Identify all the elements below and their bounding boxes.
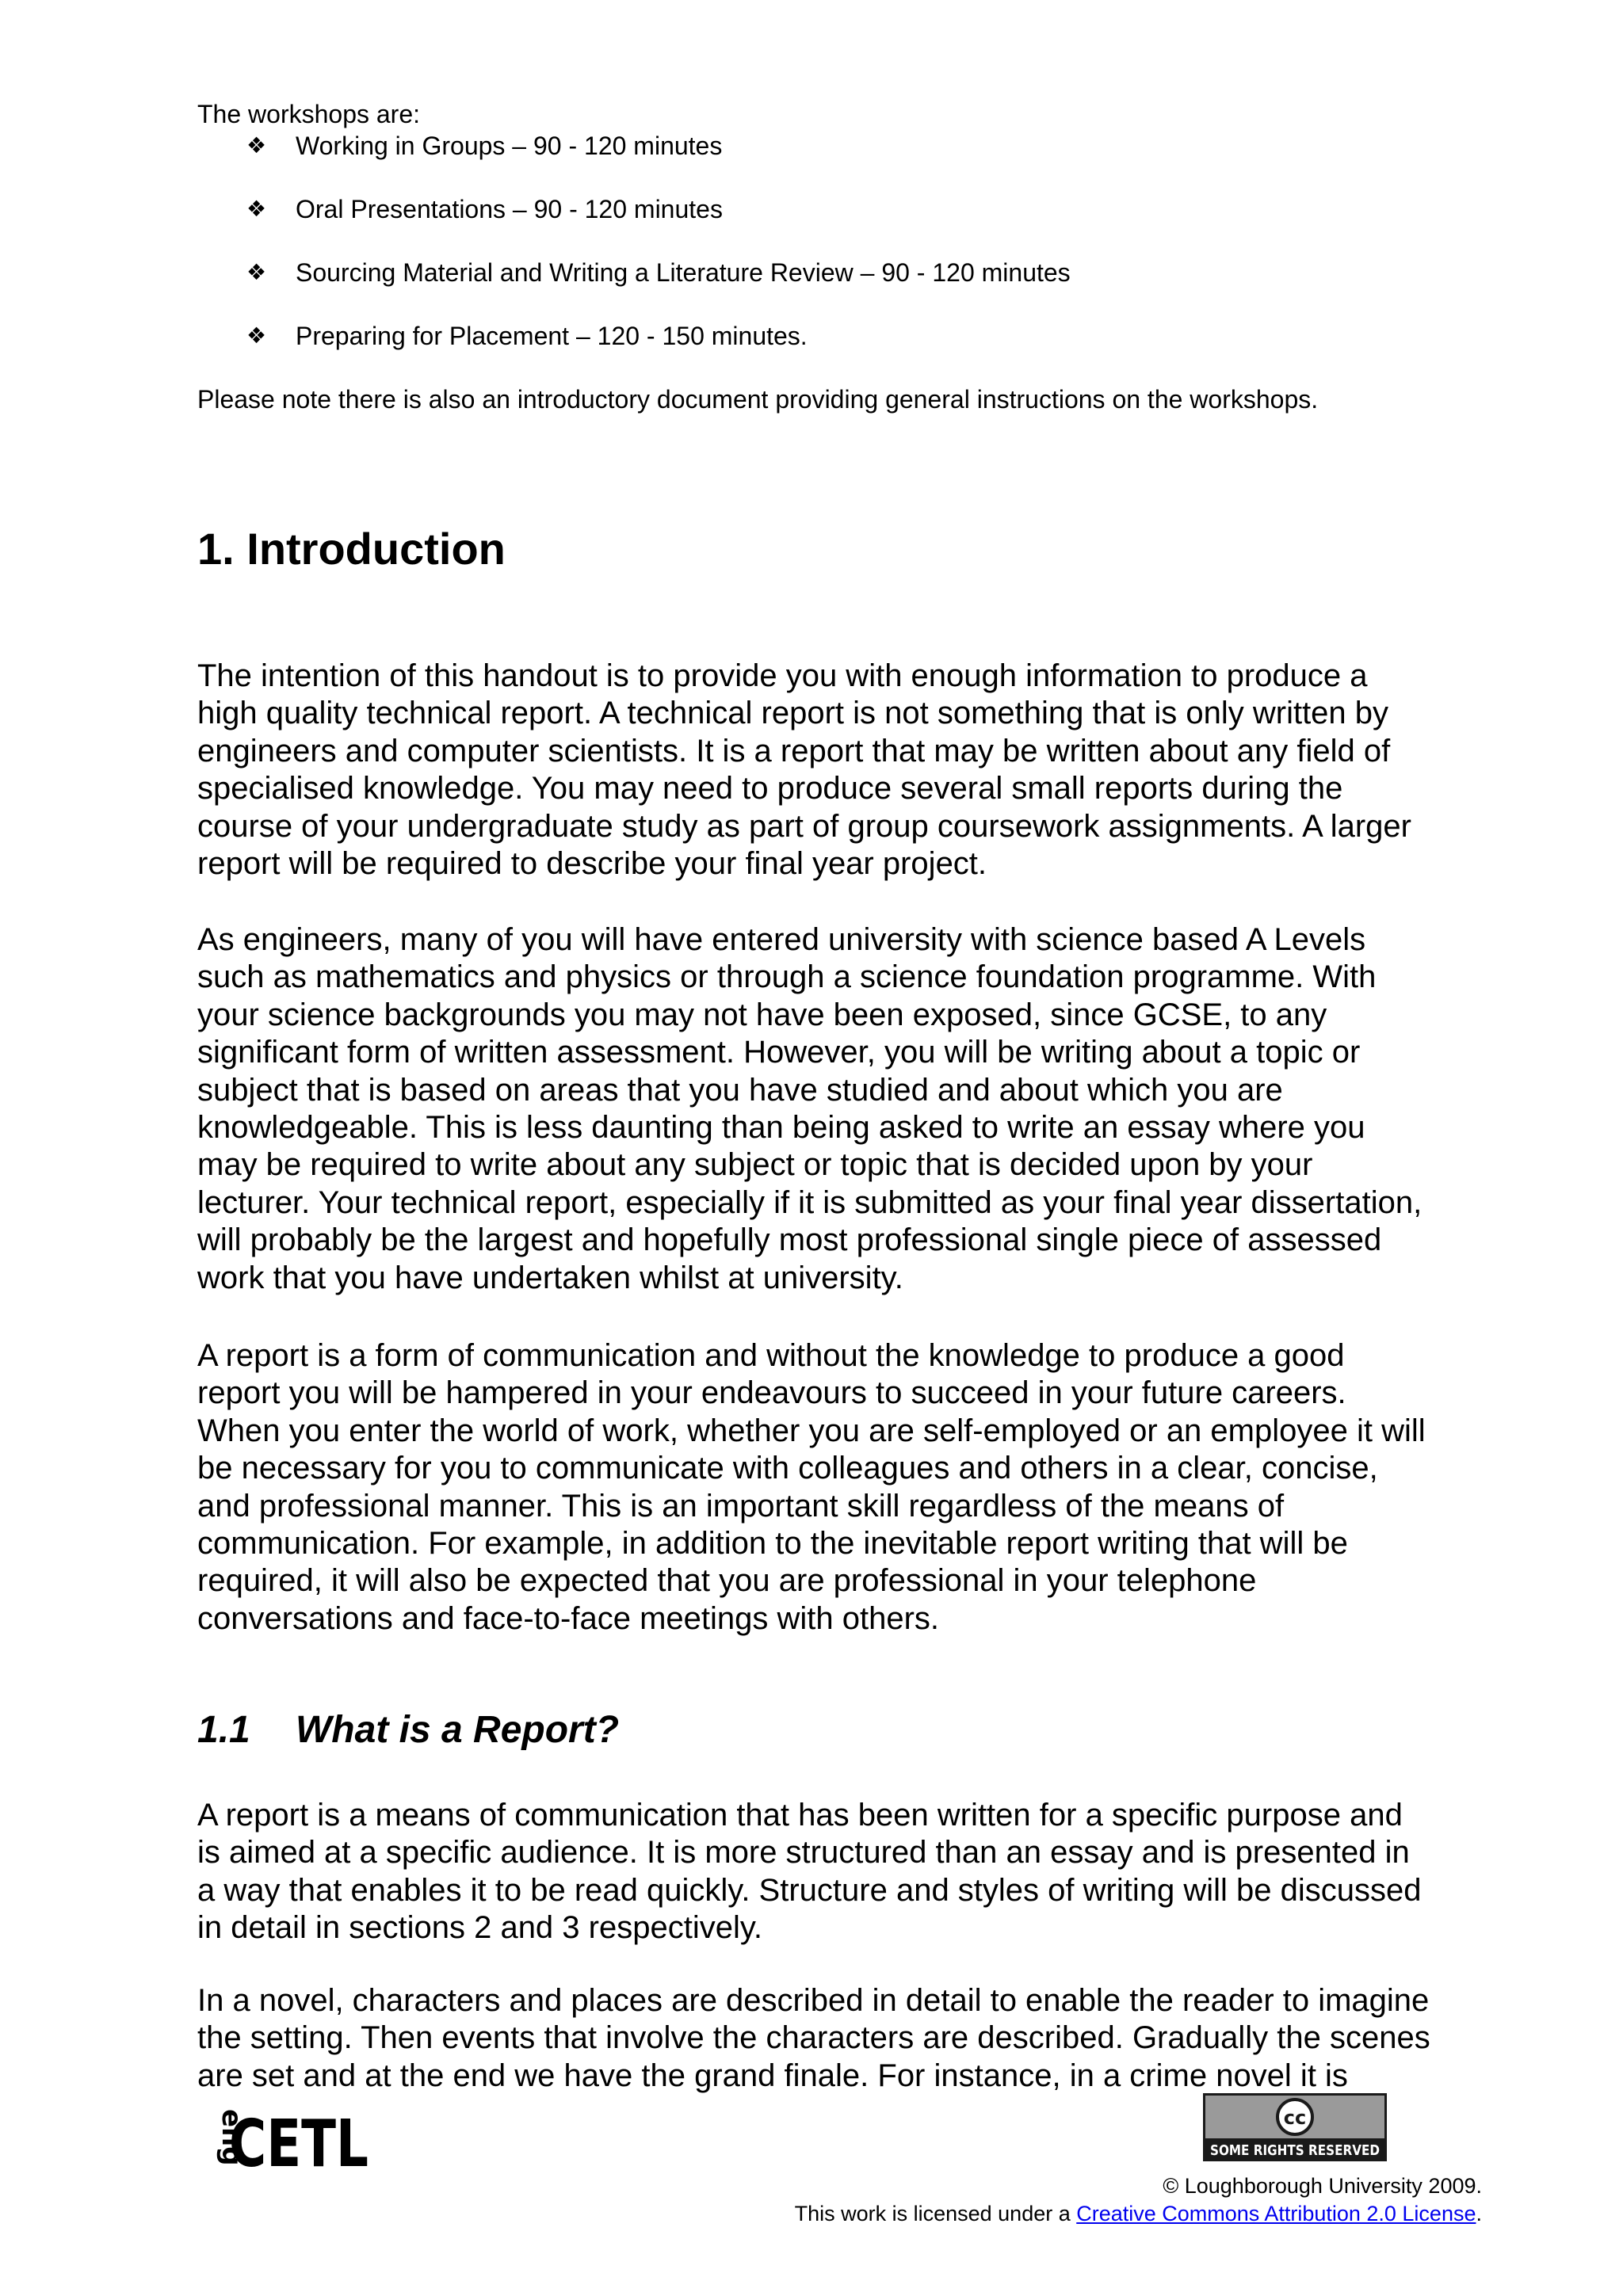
subsection-heading-what-is-a-report (197, 1707, 619, 1753)
license-suffix: . (1476, 2202, 1482, 2225)
text-line: high quality technical report. A technical report is not something that is only written by (197, 696, 1389, 731)
subsection-title: What is a Report? (296, 1709, 620, 1751)
workshop-item: Working in Groups – 90 - 120 minutes (296, 132, 723, 160)
paragraph (197, 921, 1481, 1297)
subsection-number: 1.1 (197, 1709, 250, 1751)
license-prefix: This work is licensed under a (794, 2202, 1077, 2225)
bullet-icon: ❖ (246, 323, 267, 348)
text-line: As engineers, many of you will have entered university with science based A Levels (197, 922, 1366, 957)
text-line: specialised knowledge. You may need to produce several small reports during the (197, 771, 1343, 807)
text-line: A report is a means of communication that has been written for a specific purpose and (197, 1798, 1403, 1833)
workshops-note: Please note there is also an introductory document providing general instructions on the workshops. (197, 385, 1319, 414)
copyright-notice: © Loughborough University 2009. (1163, 2174, 1482, 2198)
text-line: is aimed at a specific audience. It is more structured than an essay and is presented in (197, 1835, 1410, 1871)
text-line: such as mathematics and physics or through a science foundation programme. With (197, 959, 1377, 995)
text-line: knowledgeable. This is less daunting than being asked to write an essay where you (197, 1110, 1365, 1146)
text-line: work that you have undertaken whilst at university. (197, 1260, 903, 1295)
bullet-icon: ❖ (246, 260, 267, 284)
text-line: in detail in sections 2 and 3 respectively. (197, 1910, 762, 1946)
text-line: significant form of written assessment. However, you will be writing about a topic or (197, 1035, 1361, 1070)
license-link[interactable]: Creative Commons Attribution 2.0 License (1076, 2202, 1476, 2225)
engcetl-logo (196, 2104, 370, 2172)
text-line: will probably be the largest and hopefully most professional single piece of assessed (197, 1222, 1382, 1258)
workshop-item: Preparing for Placement – 120 - 150 minutes. (296, 322, 808, 350)
section-heading-introduction: 1. Introduction (197, 524, 506, 574)
license-notice (795, 2200, 1482, 2227)
logo-cetl-text: CETL (229, 2107, 369, 2172)
creative-commons-badge[interactable] (1203, 2093, 1387, 2161)
text-line: The intention of this handout is to provide you with enough information to produce a (197, 658, 1368, 693)
text-line: required, it will also be expected that you are professional in your telephone (197, 1563, 1257, 1599)
text-line: In a novel, characters and places are described in detail to enable the reader to imagine (197, 1983, 1430, 2018)
text-line: your science backgrounds you may not have been exposed, since GCSE, to any (197, 997, 1327, 1032)
text-line: a way that enables it to be read quickly. Structure and styles of writing will be discussed (197, 1872, 1422, 1908)
text-line: engineers and computer scientists. It is a report that may be written about any field of (197, 733, 1391, 769)
text-line: report you will be hampered in your endeavours to succeed in your future careers. (197, 1375, 1346, 1411)
text-line: and professional manner. This is an important skill regardless of the means of (197, 1488, 1285, 1524)
workshops-intro: The workshops are: (197, 100, 421, 128)
text-line: course of your undergraduate study as part of group coursework assignments. A larger (197, 808, 1411, 844)
cc-badge-label: SOME RIGHTS RESERVED (1210, 2142, 1380, 2159)
paragraph (197, 1797, 1481, 1947)
text-line: the setting. Then events that involve the characters are described. Gradually the scenes (197, 2020, 1430, 2056)
text-line: conversations and face-to-face meetings with others. (197, 1600, 940, 1636)
bullet-icon: ❖ (246, 196, 267, 221)
logo-eng-text: eng (216, 2109, 247, 2166)
text-line: are set and at the end we have the grand finale. For instance, in a crime novel it is (197, 2058, 1348, 2093)
paragraph (197, 1337, 1481, 1638)
text-line: be necessary for you to communicate with colleagues and others in a clear, concise, (197, 1451, 1378, 1486)
text-line: may be required to write about any subject or topic that is decided upon by your (197, 1147, 1313, 1183)
text-line: A report is a form of communication and without the knowledge to produce a good (197, 1338, 1345, 1373)
text-line: lecturer. Your technical report, especially if it is submitted as your final year dissertation, (197, 1184, 1423, 1220)
text-line: When you enter the world of work, whether you are self-employed or an employee it will (197, 1413, 1426, 1448)
workshop-item: Oral Presentations – 90 - 120 minutes (296, 195, 723, 223)
text-line: report will be required to describe your final year project. (197, 846, 987, 882)
text-line: subject that is based on areas that you have studied and about which you are (197, 1072, 1283, 1108)
bullet-icon: ❖ (246, 133, 267, 158)
paragraph (197, 1982, 1481, 2095)
cc-symbol-text: cc (1283, 2107, 1307, 2129)
workshop-item: Sourcing Material and Writing a Literature Review – 90 - 120 minutes (296, 258, 1071, 287)
paragraph (197, 658, 1481, 883)
text-line: communication. For example, in addition to the inevitable report writing that will be (197, 1526, 1348, 1562)
